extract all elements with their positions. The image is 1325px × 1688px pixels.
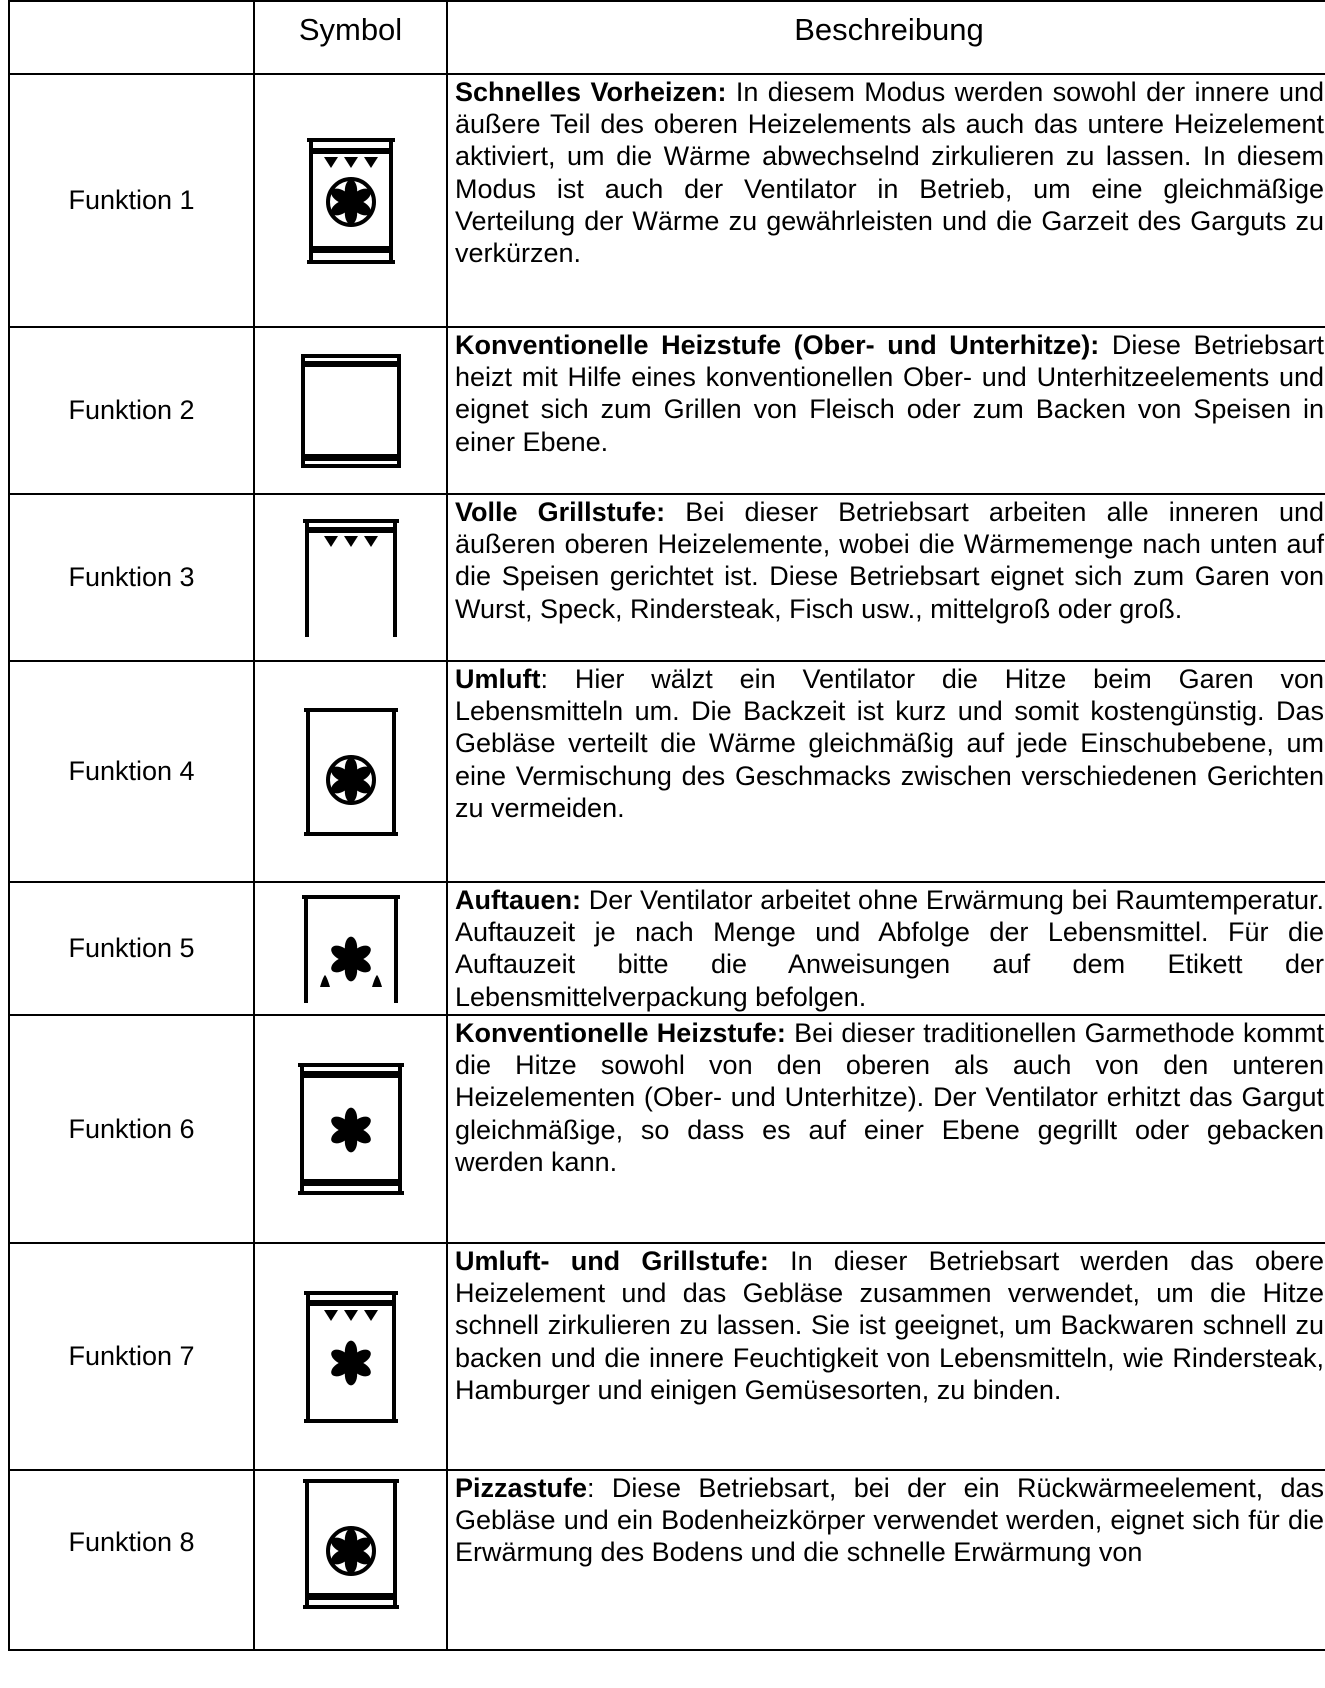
description-text: Bei dieser traditionellen Garmethode kommt die Hitze sowohl von den oberen als auch von den unteren Heizelementen (Ober- und Unterhitze). Der Ventilator erhitzt das Gargut gleichmäßige, so dass es auf einer Ebene gegrillt oder gebacken werden kann. [455, 1018, 1324, 1177]
description-title: Konventionelle Heizstufe: [455, 1018, 786, 1048]
header-function [9, 1, 254, 74]
symbol-cell [254, 327, 447, 494]
description-title: Umluft- und Grillstufe: [455, 1246, 769, 1276]
function-label: Funktion 2 [9, 327, 254, 494]
function-label: Funktion 3 [9, 494, 254, 661]
top-bottom-heat-icon [299, 354, 403, 468]
table-row [9, 1243, 1325, 1470]
description-text: : Hier wälzt ein Ventilator die Hitze beim Garen von Lebensmitteln um. Die Backzeit ist kurz und somit kostengünstig. Das Gebläse verteilt die Wärme gleichmäßig auf jede Einschubebene, um eine Vermischung des Geschmacks zwischen verschiedenen Gerichten zu vermeiden. [455, 664, 1324, 823]
function-label: Funktion 8 [9, 1470, 254, 1650]
description [447, 1015, 1325, 1243]
symbol-cell [254, 661, 447, 882]
header-description: Beschreibung [447, 1, 1325, 74]
description-text: Bei dieser Betriebsart arbeiten alle inneren und äußeren oberen Heizelemente, wobei die Wärmemenge nach unten auf die Speisen gerichtet ist. Diese Betriebsart eignet sich zum Garen von Wurst, Speck, Rindersteak, Fisch usw., mittelgroß oder groß. [455, 497, 1324, 624]
description-title: Konventionelle Heizstufe (Ober- und Unterhitze): [455, 330, 1100, 360]
description-title: Pizzastufe [455, 1473, 588, 1503]
symbol-cell [254, 882, 447, 1015]
full-grill-icon [303, 519, 399, 637]
description [447, 327, 1325, 494]
table-header-row [9, 1, 1325, 74]
description-title: Volle Grillstufe: [455, 497, 666, 527]
description [447, 74, 1325, 327]
description-title: Auftauen: [455, 885, 581, 915]
description-text: In dieser Betriebsart werden das obere Heizelement und das Gebläse zusammen verwendet, um die Hitze schnell zirkulieren zu lassen. Sie ist geeignet, um Backwaren schnell zu backen und die innere Feuchtigkeit von Lebensmitteln, wie Rindersteak, Hamburger und einigen Gemüsesorten, zu binden. [455, 1246, 1325, 1405]
description-text: Diese Betriebsart heizt mit Hilfe eines konventionellen Ober- und Unterhitzeelements und eignet sich zum Grillen von Fleisch oder zum Backen von Speisen in einer Ebene. [455, 330, 1324, 457]
table-row [9, 1015, 1325, 1243]
symbol-cell [254, 1470, 447, 1650]
description-title: Umluft [455, 664, 541, 694]
table-row [9, 661, 1325, 882]
oven-functions-table [8, 0, 1325, 1651]
description [447, 1470, 1325, 1650]
function-label: Funktion 6 [9, 1015, 254, 1243]
symbol-cell [254, 494, 447, 661]
symbol-cell [254, 1243, 447, 1470]
grill-fan-icon [304, 1291, 398, 1423]
description-text: In diesem Modus werden sowohl der innere und äußere Teil des oberen Heizelements als auch das untere Heizelement aktiviert, um die Wärme abwechselnd zirkulieren zu lassen. In diesem Modus ist auch der Ventilator in Betrieb, um eine gleichmäßige Verteilung der Wärme zu gewährleisten und die Garzeit des Garguts zu verkürzen. [455, 77, 1324, 269]
top-bottom-heat-fan-icon [298, 1063, 404, 1195]
function-label: Funktion 1 [9, 74, 254, 327]
description [447, 882, 1325, 1015]
table-row [9, 1470, 1325, 1650]
function-label: Funktion 4 [9, 661, 254, 882]
table-row [9, 74, 1325, 327]
table-row [9, 882, 1325, 1015]
header-symbol: Symbol [254, 1, 447, 74]
description-text: : Diese Betriebsart, bei der ein Rückwärmeelement, das Gebläse und ein Bodenheizkörper verwendet werden, eignet sich für die Erwärmung des Bodens und die schnelle Erwärmung von [455, 1473, 1324, 1568]
table-row [9, 327, 1325, 494]
function-label: Funktion 7 [9, 1243, 254, 1470]
table-row [9, 494, 1325, 661]
description [447, 494, 1325, 661]
description [447, 1243, 1325, 1470]
description-text: Der Ventilator arbeitet ohne Erwärmung bei Raumtemperatur. Auftauzeit je nach Menge und Abfolge der Lebensmittel. Für die Auftauzeit bitte die Anweisungen auf dem Etikett der Lebensmittelverpackung befolgen. [455, 885, 1324, 1012]
description [447, 661, 1325, 882]
defrost-icon [302, 895, 400, 1003]
preheat-top-bottom-fan-ring-icon [307, 138, 395, 264]
pizza-fan-ring-bottom-icon [303, 1479, 399, 1609]
symbol-cell [254, 74, 447, 327]
convection-fan-ring-icon [304, 708, 398, 836]
function-label: Funktion 5 [9, 882, 254, 1015]
symbol-cell [254, 1015, 447, 1243]
description-title: Schnelles Vorheizen: [455, 77, 727, 107]
